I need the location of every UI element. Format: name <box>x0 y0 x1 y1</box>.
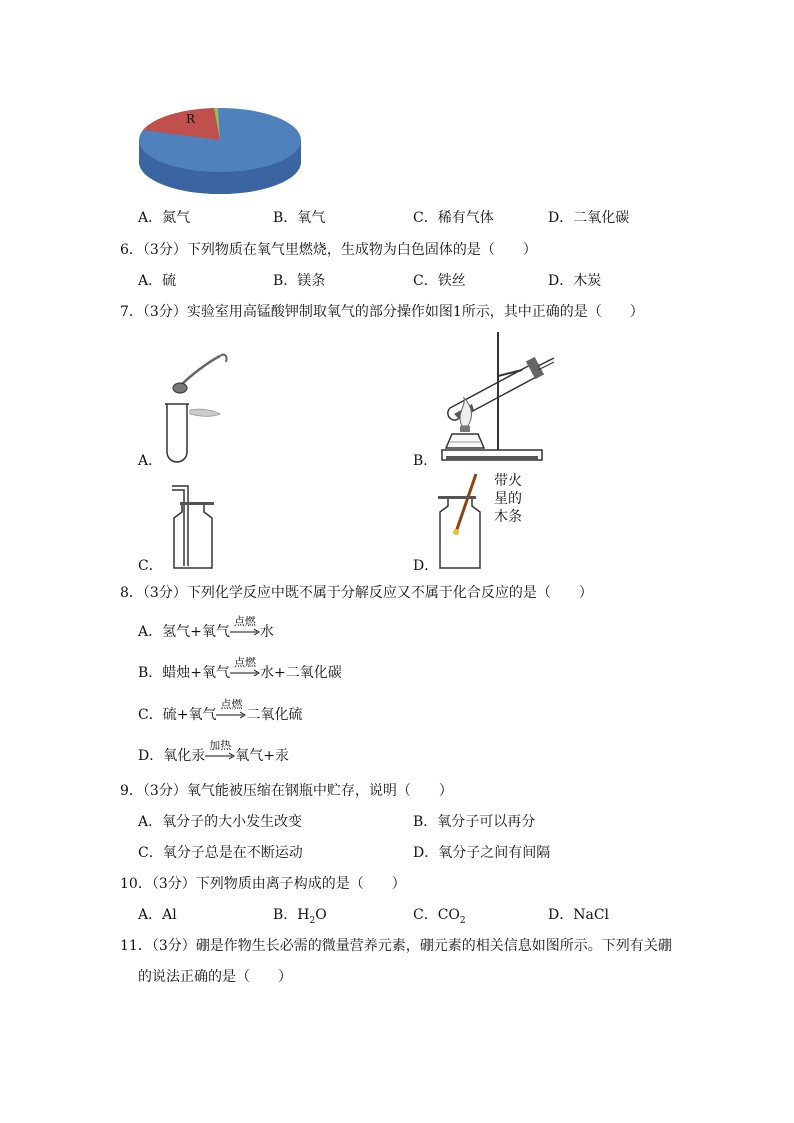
reaction-arrow: 点燃 <box>230 665 260 681</box>
q7-option-a[interactable]: A． <box>138 453 163 469</box>
q6-option-d[interactable]: D．木炭 <box>548 273 602 289</box>
q9-stem: 9．（3分）氧气能被压缩在钢瓶中贮存，说明（ ） <box>120 783 453 799</box>
figure-b-heating-apparatus <box>432 330 556 466</box>
q8-option-d[interactable]: D．氧化汞 加热 氧气+汞 <box>138 739 289 764</box>
reaction-arrow: 加热 <box>205 748 235 764</box>
q5-option-a[interactable]: A．氮气 <box>138 210 191 226</box>
pie-chart <box>136 96 306 198</box>
figure-c-gas-bottle <box>166 484 218 570</box>
q8-option-c[interactable]: C．硫+氧气 点燃 二氧化硫 <box>138 698 303 723</box>
q8-stem: 8．（3分）下列化学反应中既不属于分解反应又不属于化合反应的是（ ） <box>120 585 593 601</box>
q10-option-a[interactable]: A．Al <box>138 907 177 923</box>
q5-option-c[interactable]: C．稀有气体 <box>413 210 494 226</box>
splint-label: 带火 星的 木条 <box>494 473 522 525</box>
q8-option-b[interactable]: B．蜡烛+氧气 点燃 水+二氧化碳 <box>138 656 342 681</box>
q7-option-c[interactable]: C． <box>138 558 163 574</box>
q8-option-a[interactable]: A．氢气+氧气 点燃 水 <box>138 615 274 640</box>
q10-stem: 10．（3分）下列物质由离子构成的是（ ） <box>120 876 406 892</box>
q7-option-b[interactable]: B． <box>413 453 438 469</box>
q6-option-b[interactable]: B．镁条 <box>273 273 326 289</box>
q10-option-d[interactable]: D．NaCl <box>548 907 610 923</box>
q9-option-c[interactable]: C．氧分子总是在不断运动 <box>138 845 303 861</box>
pie-label: R <box>186 112 196 126</box>
figure-a-test-tube-spoon <box>160 348 230 466</box>
q5-option-b[interactable]: B．氧气 <box>273 210 326 226</box>
q11-stem-line2: 的说法正确的是（ ） <box>138 969 292 985</box>
q5-option-d[interactable]: D．二氧化碳 <box>548 210 630 226</box>
q6-option-c[interactable]: C．铁丝 <box>413 273 466 289</box>
q6-option-a[interactable]: A．硫 <box>138 273 177 289</box>
q7-stem: 7．（3分）实验室用高锰酸钾制取氧气的部分操作如图1所示，其中正确的是（ ） <box>120 304 644 320</box>
figure-d-bottle-splint <box>434 472 494 570</box>
reaction-arrow: 点燃 <box>230 624 260 640</box>
q10-option-c[interactable]: C．$CO_2$ <box>413 907 466 926</box>
q9-option-d[interactable]: D．氧分子之间有间隔 <box>413 845 551 861</box>
reaction-arrow: 点燃 <box>216 707 246 723</box>
q9-option-b[interactable]: B．氧分子可以再分 <box>413 814 536 830</box>
q7-option-d[interactable]: D． <box>413 558 439 574</box>
q11-stem-line1: 11．（3分）硼是作物生长必需的微量营养元素，硼元素的相关信息如图所示。下列有关硼 <box>120 938 672 954</box>
q10-option-b[interactable]: B．$H_2O$ <box>273 907 327 926</box>
q9-option-a[interactable]: A．氧分子的大小发生改变 <box>138 814 303 830</box>
q6-stem: 6．（3分）下列物质在氧气里燃烧，生成物为白色固体的是（ ） <box>120 242 537 258</box>
